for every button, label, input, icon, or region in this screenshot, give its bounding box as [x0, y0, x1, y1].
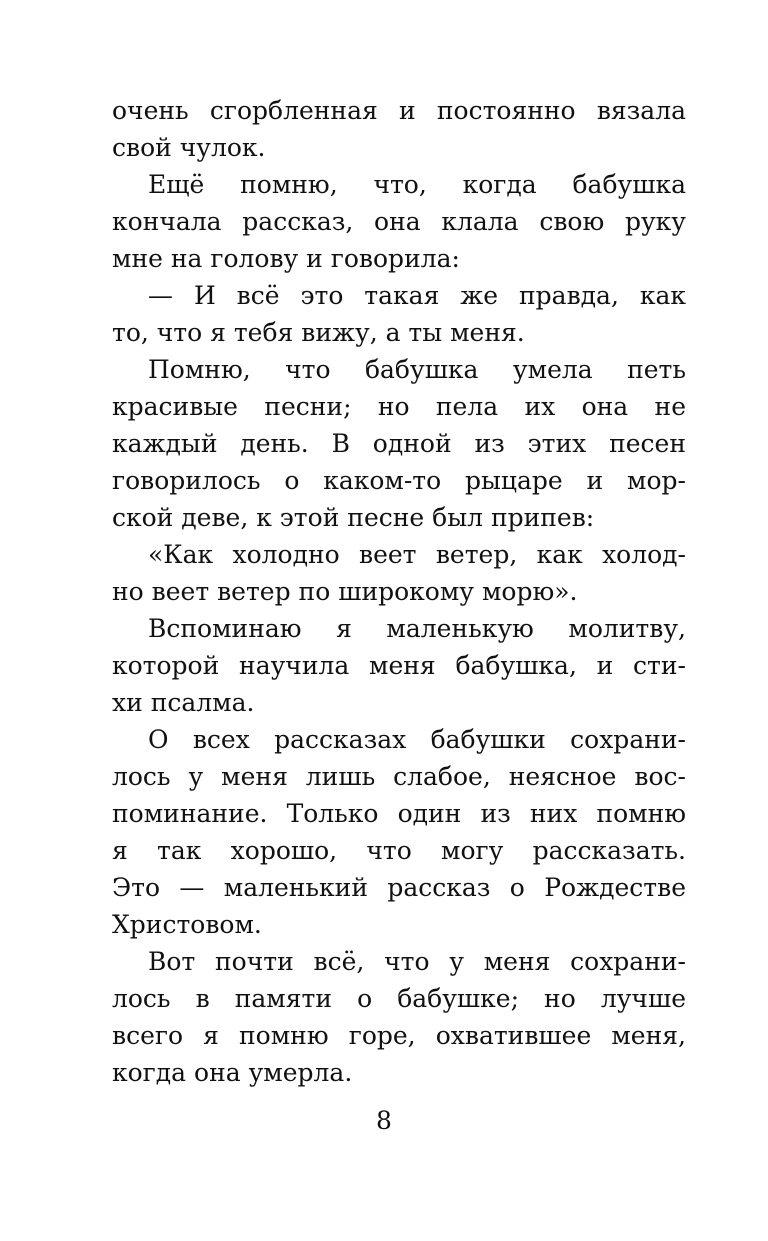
- text-line: очень сгорбленная и постоянно вязала: [112, 96, 686, 125]
- paragraph: [112, 610, 686, 721]
- text-line: то, что я тебя вижу, а ты меня.: [112, 318, 525, 347]
- text-line: лось у меня лишь слабое, неясное вос-: [112, 762, 686, 791]
- text-line: которой научила меня бабушка, и сти-: [112, 651, 686, 680]
- text-line: О всех рассказах бабушки сохрани-: [148, 725, 686, 754]
- text-line: ской деве, к этой песне был припев:: [112, 503, 595, 532]
- text-line: свой чулок.: [112, 133, 266, 162]
- text-line: красивые песни; но пела их она не: [112, 392, 686, 421]
- text-line: говорилось о каком-то рыцаре и мор-: [112, 466, 686, 495]
- paragraph: [112, 351, 686, 536]
- text-line: каждый день. В одной из этих песен: [112, 429, 686, 458]
- text-line: мне на голову и говорила:: [112, 244, 460, 273]
- text-line: Ещё помню, что, когда бабушка: [148, 170, 686, 199]
- page-number: 8: [376, 1106, 392, 1135]
- paragraph: [112, 277, 686, 351]
- text-line: Вот почти всё, что у меня сохрани-: [148, 947, 686, 976]
- text-line: — И всё это такая же правда, как: [148, 281, 686, 310]
- text-line: я так хорошо, что могу рассказать.: [112, 836, 686, 865]
- text-line: но веет ветер по широкому морю».: [112, 577, 578, 606]
- text-line: поминание. Только один из них помню: [112, 799, 686, 828]
- text-line: Это — маленький рассказ о Рождестве: [112, 873, 686, 902]
- text-line: Христовом.: [112, 910, 262, 939]
- paragraph: [112, 92, 686, 166]
- paragraph: [112, 166, 686, 277]
- paragraph: [112, 721, 686, 943]
- text-line: лось в памяти о бабушке; но лучше: [112, 984, 686, 1013]
- text-line: кончала рассказ, она клала свою руку: [112, 207, 686, 236]
- text-line: хи псалма.: [112, 688, 255, 717]
- text-line: «Как холодно веет ветер, как холод-: [148, 540, 686, 569]
- page-text: [112, 92, 686, 1091]
- text-line: всего я помню горе, охватившее меня,: [112, 1021, 686, 1050]
- text-line: когда она умерла.: [112, 1058, 353, 1087]
- text-line: Вспоминаю я маленькую молитву,: [148, 614, 686, 643]
- text-line: Помню, что бабушка умела петь: [148, 355, 686, 384]
- paragraph: [112, 536, 686, 610]
- paragraph: [112, 943, 686, 1091]
